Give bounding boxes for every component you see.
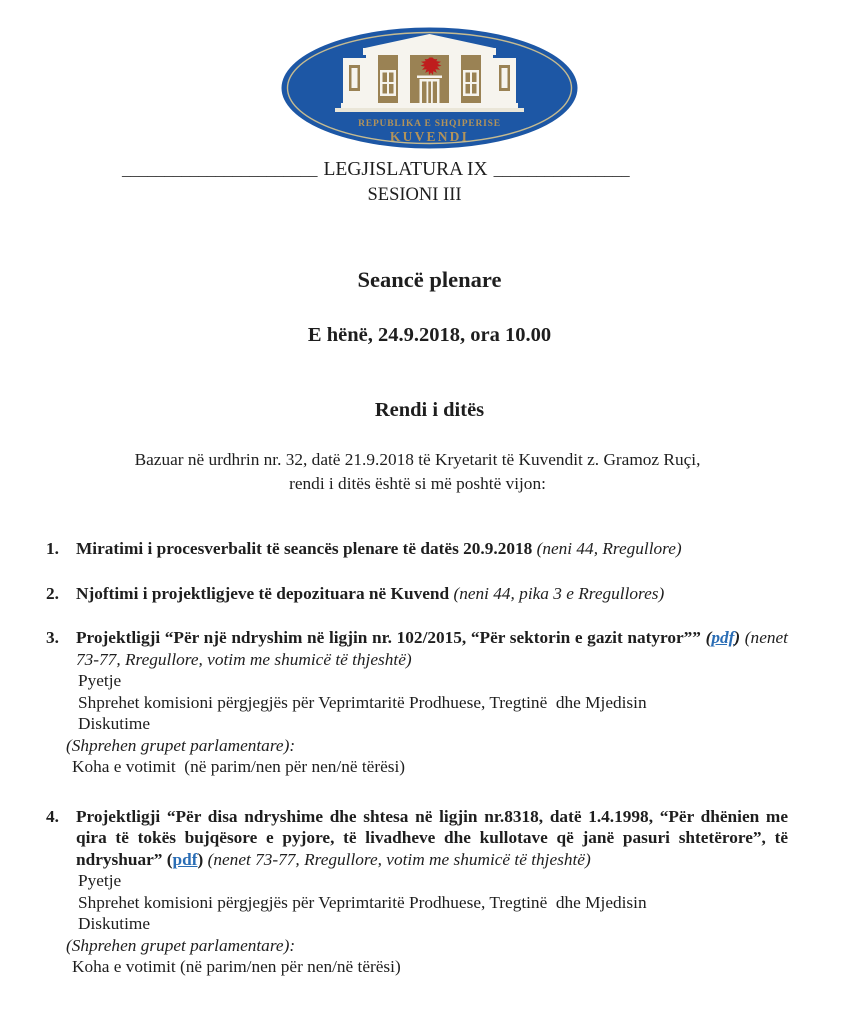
agenda-list	[0, 538, 859, 978]
item-number: 4.	[46, 806, 59, 826]
paren-close: )	[734, 628, 741, 647]
item-number: 2.	[46, 583, 59, 603]
item-body	[76, 583, 788, 605]
intro-line-1: Bazuar në urdhrin nr. 32, datë 21.9.2018 të Kryetarit të Kuvendit z. Gramoz Ruçi,	[134, 450, 701, 469]
item-title: Projektligji “Për një ndryshim në ligjin nr. 102/2015, “Për sektorin e gazit natyror””	[76, 628, 701, 647]
item-title: Projektligji “Për disa ndryshime dhe shtesa në ligjin nr.8318, datë 1.4.1998, “Për dhënien me qira të tokës bujqësore e pyjore, të livadheve dhe kullotave që janë pasuri shtetërore”, të ndryshuar”	[76, 806, 788, 869]
item-subline-questions: Pyetje	[78, 871, 122, 890]
item-reference: (neni 44, pika 3 e Rregullores)	[453, 583, 665, 603]
intro-paragraph	[0, 448, 859, 496]
agenda-item-1	[46, 538, 788, 560]
item-subline-discussion: Diskutime	[78, 714, 151, 733]
item-reference: (nenet 73-77, Rregullore, votim me shumicë të thjeshtë)	[207, 849, 591, 869]
page-title: Seancë plenare	[357, 267, 502, 292]
parliament-emblem-icon	[281, 27, 578, 149]
logo-country-text: REPUBLIKA E SHQIPERISE	[358, 119, 501, 129]
paren-close: )	[197, 849, 204, 869]
item-reference: (neni 44, Rregullore)	[536, 539, 682, 558]
item-body	[76, 538, 788, 560]
item-number: 3.	[46, 628, 59, 647]
agenda-heading: Rendi i ditës	[374, 399, 485, 421]
pdf-link-item3[interactable]: pdf	[711, 628, 735, 647]
right-rule: ________________	[493, 160, 630, 179]
item-subline-commission: Shprehet komisioni përgjegjës për Veprimtaritë Prodhuese, Tregtinë dhe Mjedisin	[78, 692, 647, 712]
agenda-item-4	[46, 806, 788, 978]
item-subline-voting: Koha e votimit (në parim/nen për nen/në tërësi)	[72, 757, 406, 776]
paren-open: (	[166, 849, 173, 869]
intro-line-2: rendi i ditës është si më poshtë vijon:	[289, 474, 546, 493]
session-title: SESIONI III	[367, 185, 462, 205]
left-rule: _______________________	[122, 160, 318, 179]
item-subline-discussion: Diskutime	[78, 914, 151, 933]
agenda-item-3	[46, 627, 788, 778]
item-subline-voting: Koha e votimit (në parim/nen për nen/në tërësi)	[72, 957, 401, 976]
session-datetime: E hënë, 24.9.2018, ora 10.00	[307, 324, 552, 346]
item-subline-groups: (Shprehen grupet parlamentare):	[66, 735, 296, 755]
item-subline-questions: Pyetje	[78, 671, 122, 690]
paren-open: (	[705, 628, 712, 647]
logo-institution-text: KUVENDI	[389, 129, 470, 144]
kuvendi-logo	[281, 27, 578, 149]
item-title: Njoftimi i projektligjeve të depozituara në Kuvend	[76, 583, 450, 603]
item-body	[66, 806, 788, 978]
item-reference: (nenet 73-77, Rregullore, votim me shumicë të thjeshtë)	[76, 628, 788, 669]
legislature-title: LEGJISLATURA IX	[323, 159, 488, 180]
agenda-item-2	[46, 583, 788, 605]
item-subline-commission: Shprehet komisioni përgjegjës për Veprimtaritë Prodhuese, Tregtinë dhe Mjedisin	[78, 892, 647, 912]
legislature-row	[0, 158, 859, 182]
item-number: 1.	[46, 539, 59, 558]
item-title: Miratimi i procesverbalit të seancës plenare të datës 20.9.2018	[76, 539, 533, 558]
pdf-link-wrap	[706, 628, 741, 647]
item-subline-groups: (Shprehen grupet parlamentare):	[66, 935, 296, 955]
pdf-link-item4[interactable]: pdf	[172, 849, 198, 869]
pdf-link-wrap	[167, 850, 204, 869]
item-body	[66, 627, 788, 778]
